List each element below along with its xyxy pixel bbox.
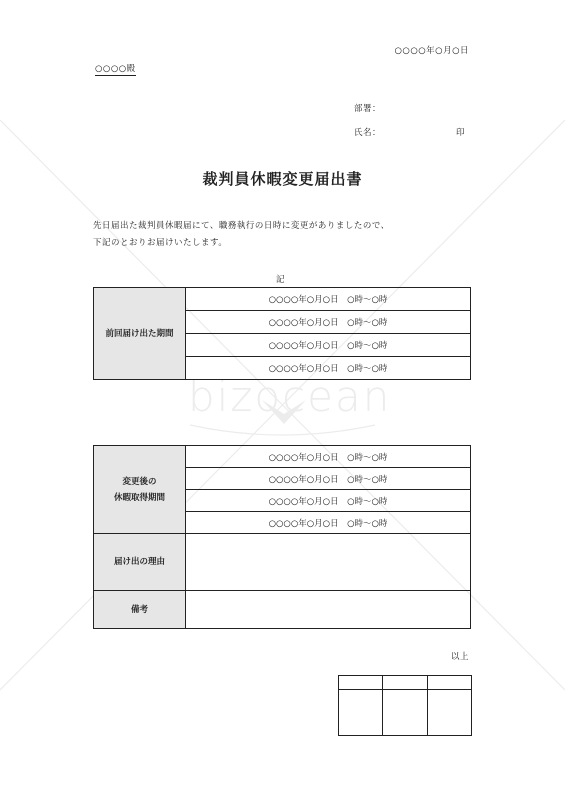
previous-period-row: ○○○○年○月○日 ○時～○時 — [186, 288, 471, 311]
changed-period-row: ○○○○年○月○日 ○時～○時 — [186, 490, 471, 512]
approval-stamp-table — [338, 675, 472, 736]
stamp-cell — [339, 690, 383, 736]
previous-period-row: ○○○○年○月○日 ○時～○時 — [186, 334, 471, 357]
remarks-field — [186, 591, 471, 629]
department-label: 部署： — [354, 104, 382, 114]
addressee: ○○○○殿 — [95, 64, 136, 74]
changed-period-row: ○○○○年○月○日 ○時～○時 — [186, 512, 471, 534]
previous-period-row: ○○○○年○月○日 ○時～○時 — [186, 357, 471, 380]
reason-field — [186, 534, 471, 591]
previous-period-row: ○○○○年○月○日 ○時～○時 — [186, 311, 471, 334]
closing-word: 以上 — [450, 652, 469, 662]
stamp-header-cell — [427, 676, 471, 690]
changed-period-label — [94, 446, 186, 534]
body-text-line-1: 先日届出た裁判員休暇届にて、職務執行の日時に変更がありましたので、 — [93, 221, 390, 231]
previous-period-table — [93, 287, 471, 380]
document-title: 裁判員休暇変更届出書 — [202, 170, 363, 188]
stamp-cell — [383, 690, 427, 736]
document-date: ○○○○年○月○日 — [394, 46, 469, 56]
previous-period-label: 前回届け出た期間 — [94, 288, 186, 380]
remarks-label: 備考 — [94, 591, 186, 629]
changed-period-label-line-2: 休暇取得期間 — [113, 492, 165, 503]
changed-period-row: ○○○○年○月○日 ○時～○時 — [186, 468, 471, 490]
changed-period-label-line-1: 変更後の — [122, 476, 157, 487]
ki-heading: 記 — [276, 275, 286, 285]
seal-mark: 印 — [456, 128, 466, 138]
changed-period-table — [93, 445, 471, 629]
reason-label: 届け出の理由 — [94, 534, 186, 591]
name-label: 氏名： — [354, 128, 382, 138]
stamp-header-cell — [339, 676, 383, 690]
stamp-cell — [427, 690, 471, 736]
watermark-text: bizocean — [188, 372, 392, 421]
changed-period-row: ○○○○年○月○日 ○時～○時 — [186, 446, 471, 468]
body-text-line-2: 下記のとおりお届けいたします。 — [93, 238, 228, 248]
stamp-header-cell — [383, 676, 427, 690]
